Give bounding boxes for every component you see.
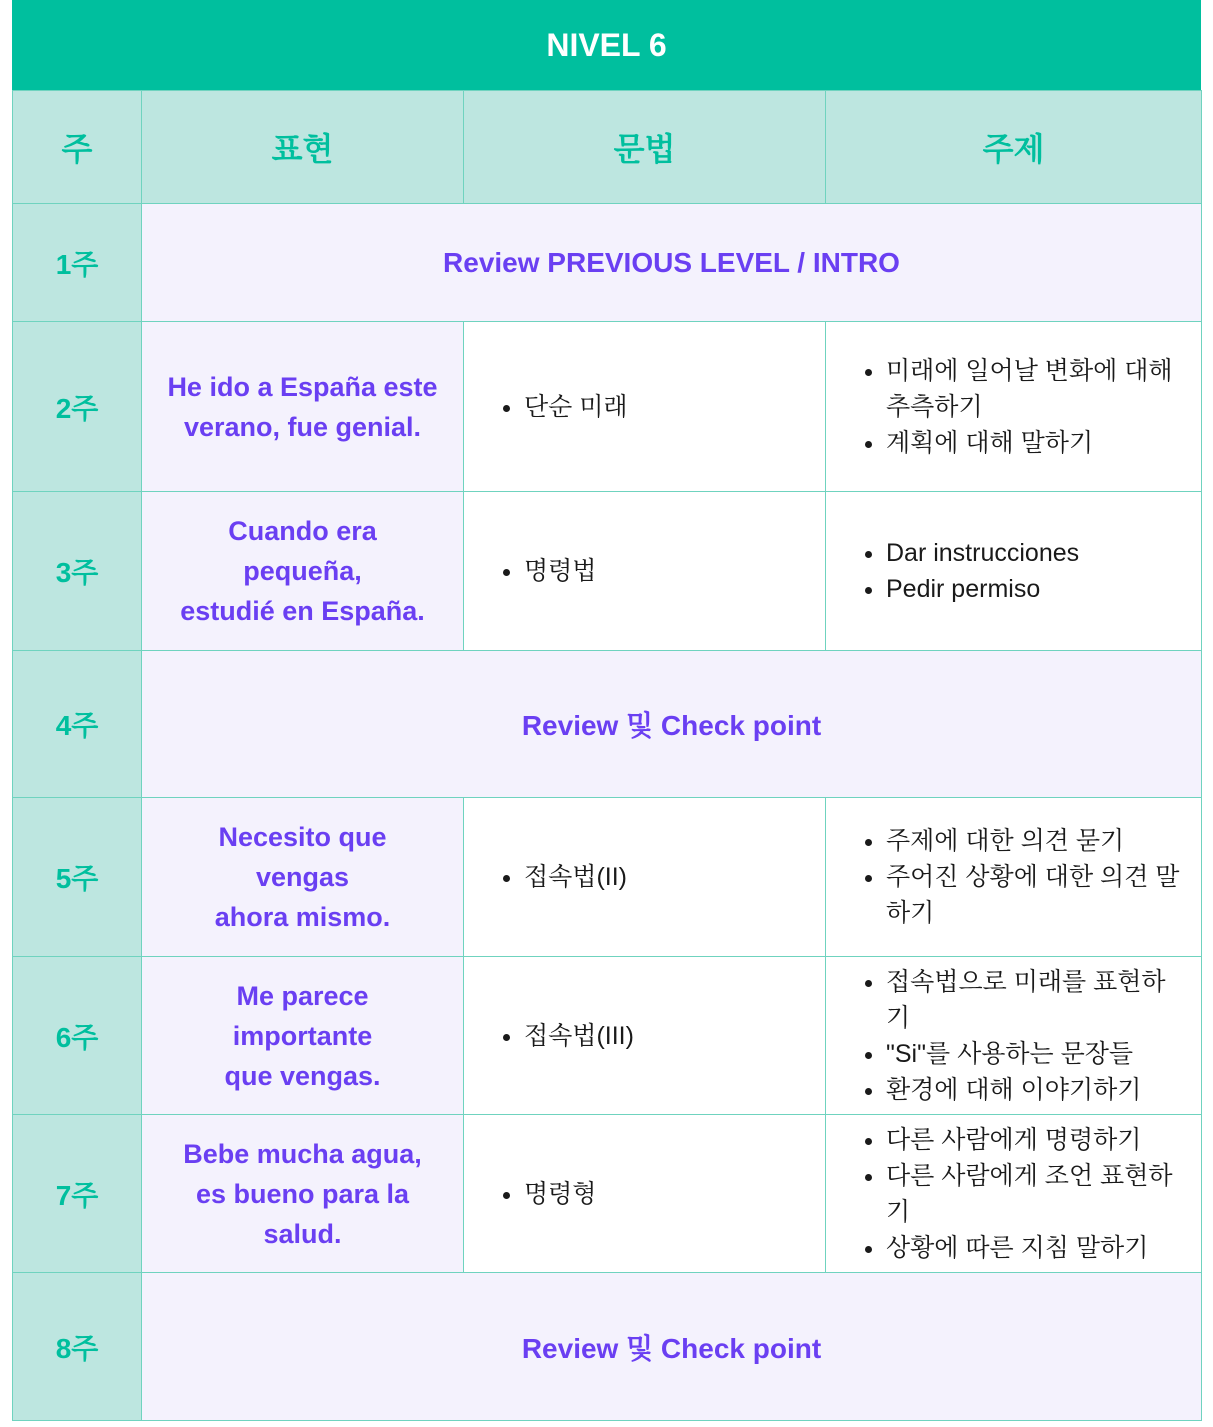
topic-item: • 주어진 상황에 대한 의견 말하기 [886,859,1181,931]
topic-item: • 접속법으로 미래를 표현하기 [886,964,1181,1036]
topic-item: • 상황에 따른 지침 말하기 [886,1230,1181,1266]
topic-list [826,1122,1201,1266]
week-cell: 3주 [13,492,142,651]
review-cell: Review 및 Check point [142,1273,1202,1421]
week-cell: 8주 [13,1273,142,1421]
expression-cell [142,1115,464,1273]
table-row [13,204,1202,322]
topic-item: • 계획에 대해 말하기 [886,425,1181,461]
grammar-list [464,1018,825,1054]
expression-line: importante [232,1020,373,1051]
review-cell: Review 및 Check point [142,651,1202,798]
expression-cell [142,492,464,651]
week-cell: 5주 [13,798,142,957]
topic-item: • 다른 사람에게 명령하기 [886,1122,1181,1158]
expression-line: salud. [263,1218,342,1249]
topic-list [826,353,1201,461]
curriculum-table [12,90,1202,1421]
expression-line: Necesito que [218,822,387,852]
topic-list [826,964,1201,1108]
expression-cell [142,957,464,1115]
expression-cell [142,322,464,492]
grammar-list [464,1176,825,1212]
expression-line: estudié en España. [180,596,425,626]
topic-list [826,823,1201,931]
header-grammar: 문법 [464,91,826,204]
week-cell: 1주 [13,204,142,322]
week-cell: 2주 [13,322,142,492]
expression-line: que vengas. [224,1060,381,1091]
expression-line: pequeña, [243,556,362,586]
table-row [13,492,1202,651]
grammar-cell [464,322,826,492]
table-row [13,322,1202,492]
header-topic: 주제 [826,91,1202,204]
topic-item: • 다른 사람에게 조언 표현하기 [886,1158,1181,1230]
topic-item: • 미래에 일어날 변화에 대해 추측하기 [886,353,1181,425]
topic-cell [826,957,1202,1115]
topic-item: • "Si"를 사용하는 문장들 [886,1036,1181,1072]
week-cell: 4주 [13,651,142,798]
expression-line: vengas [255,862,350,892]
grammar-cell [464,1115,826,1273]
topic-cell [826,492,1202,651]
grammar-item: • 접속법(III) [524,1018,825,1054]
expression-line: Me parece [236,980,369,1011]
grammar-cell [464,492,826,651]
expression-line: verano, fue genial. [183,411,422,442]
grammar-item: • 단순 미래 [524,389,825,425]
header-row [13,91,1202,204]
grammar-list [464,389,825,425]
table-row [13,1273,1202,1421]
topic-cell [826,322,1202,492]
expression-line: ahora mismo. [214,902,391,932]
grammar-item: • 접속법(II) [524,859,825,895]
topic-list [826,535,1201,607]
expression-line: He ido a España este [167,371,438,402]
grammar-cell [464,957,826,1115]
topic-item: • Dar instrucciones [886,535,1181,571]
header-week: 주 [13,91,142,204]
week-cell: 7주 [13,1115,142,1273]
level-title: NIVEL 6 [12,0,1201,90]
header-expression: 표현 [142,91,464,204]
table-row [13,651,1202,798]
review-cell: Review PREVIOUS LEVEL / INTRO [142,204,1202,322]
week-cell: 6주 [13,957,142,1115]
topic-item: • 환경에 대해 이야기하기 [886,1072,1181,1108]
topic-item: • 주제에 대한 의견 묻기 [886,823,1181,859]
grammar-list [464,859,825,895]
grammar-cell [464,798,826,957]
expression-cell [142,798,464,957]
expression-line: es bueno para la [195,1178,410,1209]
curriculum-body [13,204,1202,1421]
topic-item: • Pedir permiso [886,571,1181,607]
table-row [13,957,1202,1115]
table-row [13,1115,1202,1273]
topic-cell [826,1115,1202,1273]
expression-line: Bebe mucha agua, [183,1138,422,1169]
curriculum-container [12,0,1201,1421]
expression-line: Cuando era [228,516,377,546]
grammar-item: • 명령형 [524,1176,825,1212]
table-row [13,798,1202,957]
grammar-item: • 명령법 [524,553,825,589]
topic-cell [826,798,1202,957]
grammar-list [464,553,825,589]
